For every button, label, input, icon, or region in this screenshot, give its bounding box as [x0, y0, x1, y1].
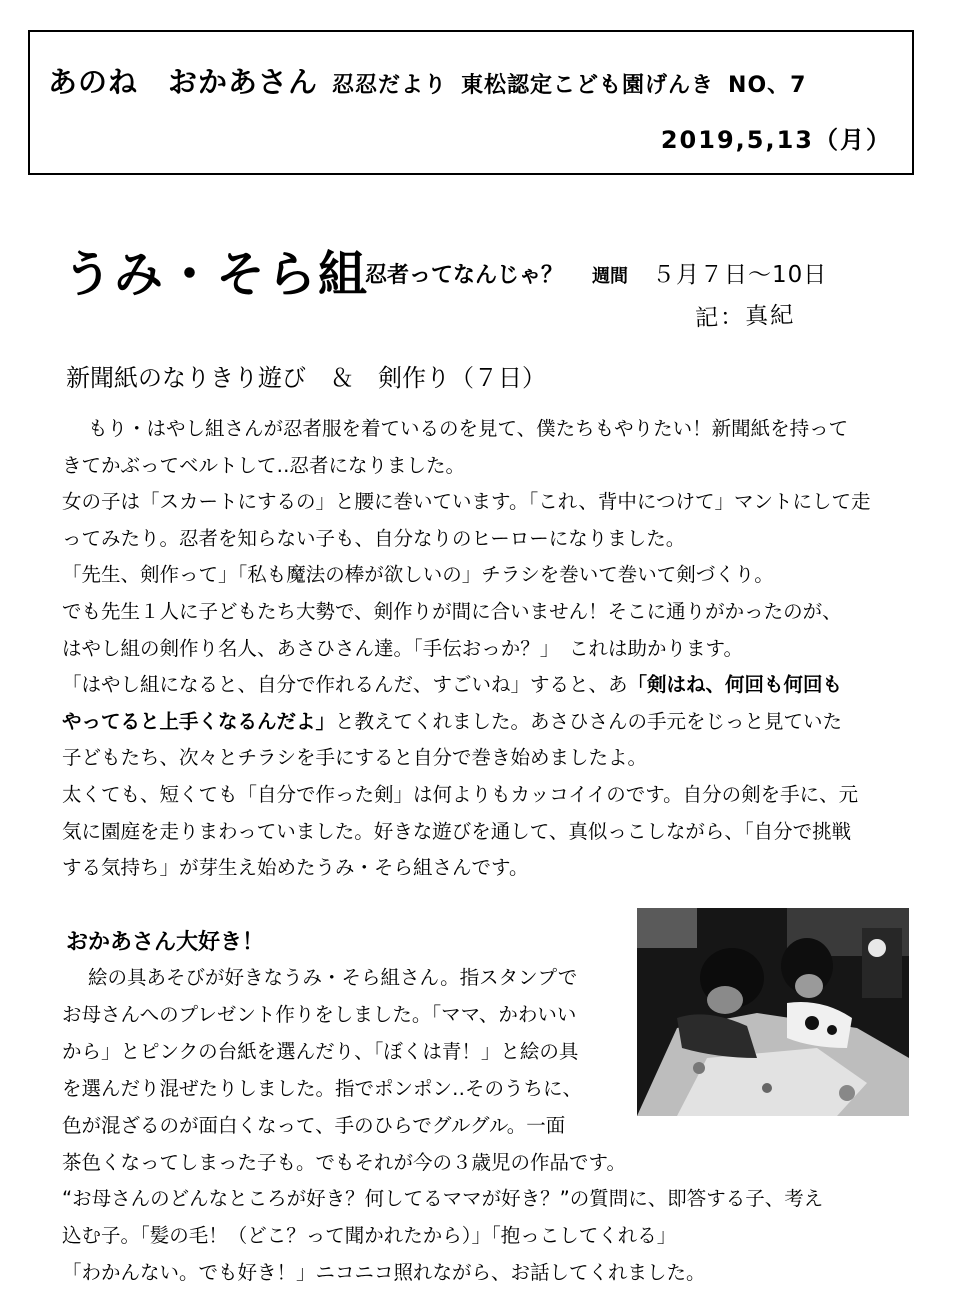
issue-number: NO、7	[728, 73, 807, 98]
emphasis-quote: 「剣はね、何回も何回も	[627, 673, 843, 697]
subsection-body	[62, 960, 902, 1292]
newsletter-header	[28, 30, 914, 175]
paragraph-line: 子どもたち、次々とチラシを手にすると自分で巻き始めましたよ。	[62, 746, 648, 770]
quote-text: 「はやし組になると、自分で作れるんだ、すごいね」すると、あ	[62, 673, 628, 697]
author-signature: 記：真紀	[694, 302, 796, 332]
paragraph-line: 太くても、短くても「自分で作った剣」は何よりもカッコイイのです。自分の剣を手に、元	[62, 782, 859, 806]
paragraph-line: もり・はやし組さんが忍者服を着ているのを見て、僕たちもやりたい！新聞紙を持って	[88, 417, 849, 440]
paragraph-line	[62, 667, 892, 704]
paragraph-line: 色が混ざるのが面白くなって、手のひらでグルグル。一面	[62, 1113, 566, 1137]
paragraph-line: ってみたり。忍者を知らない子も、自分なりのヒーローになりました。	[62, 526, 686, 550]
paragraph-line: お母さんへのプレゼント作りをしました。「ママ、かわいい	[62, 1002, 577, 1026]
paragraph-line: 女の子は「スカートにするの」と腰に巻いています。「これ、背中につけて」マントにして走	[62, 490, 871, 514]
issue-date: 2019,5,13（月）	[660, 126, 892, 154]
paragraph-line: 「わかんない。でも好き！」ニコニコ照れながら、お話してくれました。	[62, 1261, 706, 1285]
paragraph-line: を選んだり混ぜたりしました。指でポンポン‥そのうちに、	[62, 1076, 583, 1100]
subsection-title: おかあさん大好き！	[66, 930, 265, 955]
paragraph-line: 気に園庭を走りまわっていました。好きな遊びを通して、真似っこしながら、「自分で挑戦	[62, 819, 852, 843]
header-title-line	[48, 60, 806, 101]
emphasis-quote: やってると上手くなるんだよ」	[62, 709, 336, 733]
paragraph-line: はやし組の剣作り名人、あさひさん達。「手伝おっか？」 これは助かります。	[62, 636, 743, 660]
week-theme: 忍者ってなんじゃ？	[365, 263, 564, 288]
issue-name: 忍忍だより	[332, 73, 448, 98]
paragraph-line: 茶色くなってしまった子も。でもそれが今の３歳児の作品です。	[62, 1150, 626, 1174]
paragraph-line: 絵の具あそびが好きなうみ・そら組さん。指スタンプで	[88, 966, 578, 989]
newsletter-name: あのね おかあさん	[48, 65, 319, 99]
paragraph-line: きてかぶってベルトして‥忍者になりました。	[62, 453, 466, 477]
week-label: 週間	[592, 266, 628, 287]
paragraph-line: でも先生１人に子どもたち大勢で、剣作りが間に合いません！そこに通りがかったのが、	[62, 599, 842, 623]
section-title: 新聞紙のなりきり遊び ＆ 剣作り（７日）	[66, 364, 546, 392]
school-name: 東松認定こども園げんき	[461, 73, 715, 98]
class-title: うみ・そら組	[63, 246, 370, 303]
paragraph-line: 「先生、剣作って」「私も魔法の棒が欲しいの」チラシを巻いて巻いて剣づくり。	[62, 563, 774, 587]
section-body	[62, 411, 892, 887]
paragraph-line: “お母さんのどんなところが好き？何してるママが好き？”の質問に、即答する子、考え	[62, 1187, 824, 1211]
paragraph-line	[62, 704, 892, 741]
paragraph-line: から」とピンクの台紙を選んだり、「ぼくは青！」と絵の具	[62, 1039, 579, 1063]
quote-text: と教えてくれました。あさひさんの手元をじっと見ていた	[335, 709, 843, 733]
paragraph-line: 込む子。「髪の毛！（どこ？って聞かれたから）」「抱っこしてくれる」	[62, 1224, 677, 1248]
paragraph-line: する気持ち」が芽生え始めたうみ・そら組さんです。	[62, 856, 529, 880]
week-dates: ５月７日～10日	[652, 262, 828, 288]
